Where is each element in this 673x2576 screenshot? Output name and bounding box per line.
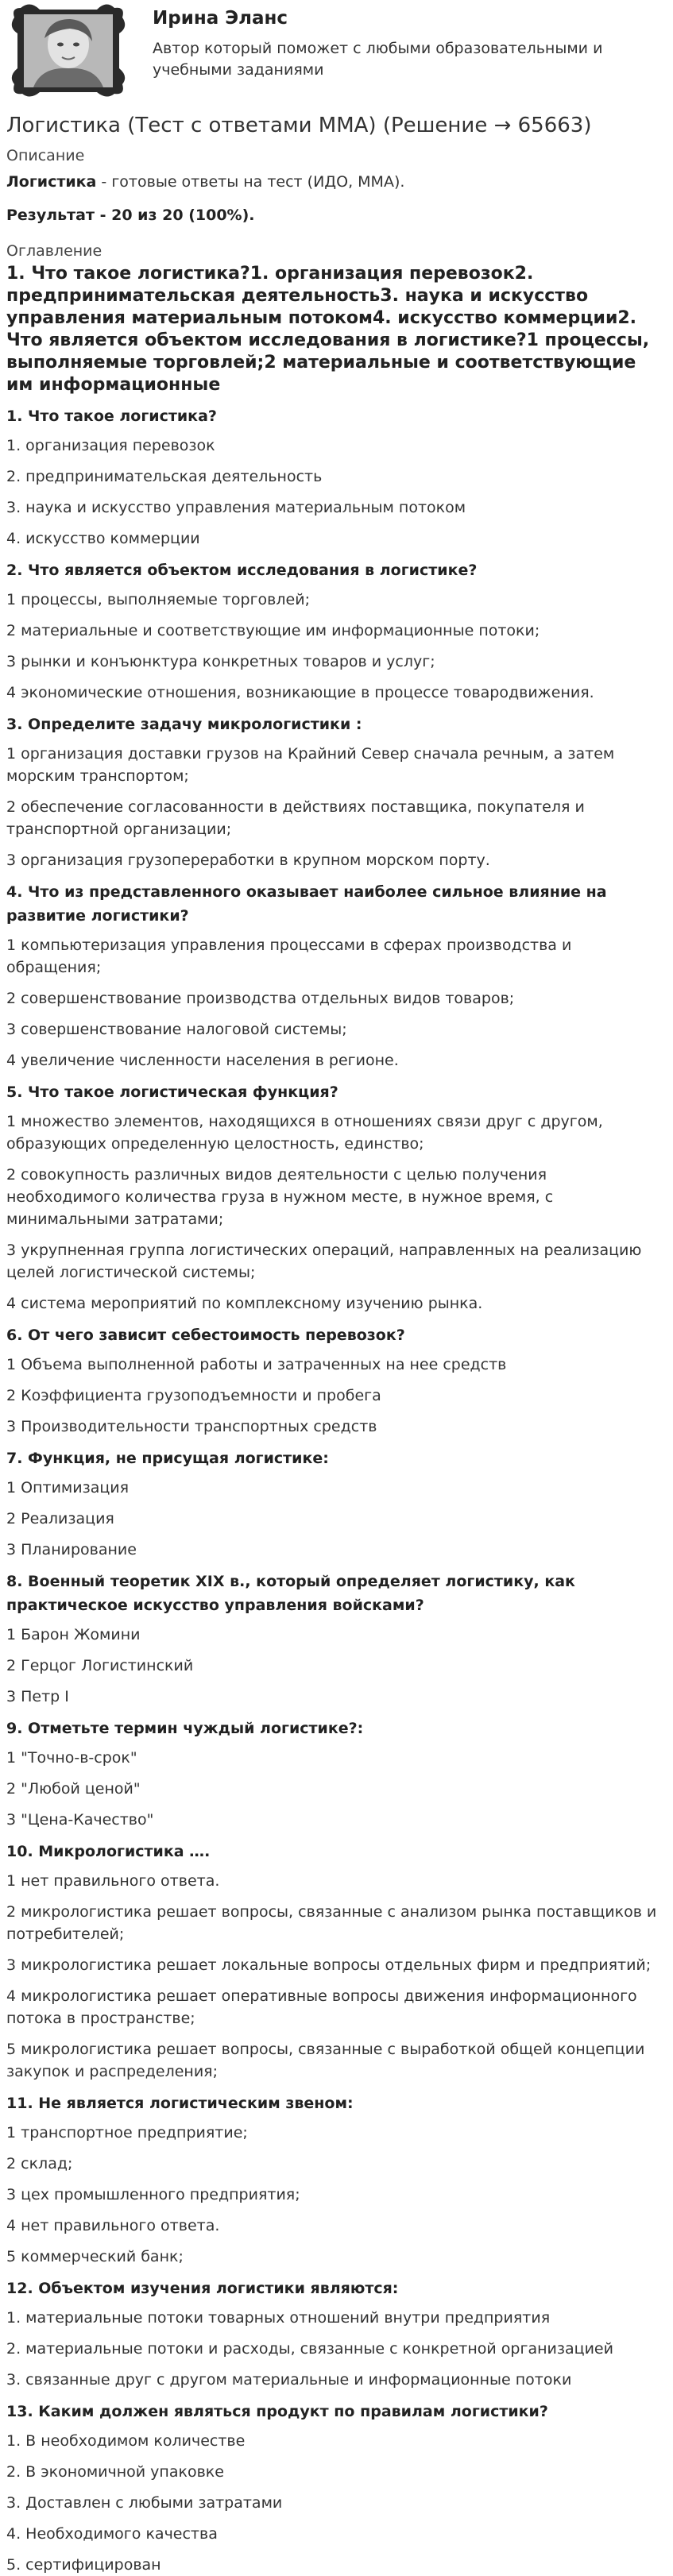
answer-option: 3. связанные друг с другом материальные и информационные потоки (6, 2371, 572, 2389)
answer-option: 2 Герцог Логистинский (6, 1657, 194, 1674)
question-title: 7. Функция, не присущая логистике: (6, 1450, 329, 1467)
answer-option: 2 "Любой ценой" (6, 1780, 141, 1798)
page-title: Логистика (Тест с ответами ММА) (Решение → 65663) (6, 114, 592, 137)
answer-option: 4 увеличение численности населения в регионе. (6, 1052, 399, 1069)
answer-option: 2 материальные и соответствующие им информационные потоки; (6, 622, 540, 639)
answer-option: 2 склад; (6, 2155, 73, 2172)
answer-option: 1. материальные потоки товарных отношений внутри предприятия (6, 2309, 551, 2327)
question-title: 6. От чего зависит себестоимость перевозок? (6, 1327, 405, 1344)
answer-option: 1 "Точно-в-срок" (6, 1749, 137, 1767)
toc-label: Оглавление (6, 242, 102, 260)
question-block (6, 1717, 665, 1831)
answer-option: 2 Коэффициента грузоподъемности и пробега (6, 1387, 381, 1404)
questions-list (6, 404, 665, 2576)
toc-heading: 1. Что такое логистика?1. организация перевозок2. предпринимательская деятельность3. наука и искусство управления материальным потоком4. искусство коммерции2. Что является объектом исследования в логистике?1 процессы, выполняемые торговлей;2 материальные и соответствующие им информационные (6, 264, 650, 395)
question-block (6, 1446, 665, 1561)
question-title: 10. Микрологистика …. (6, 1843, 211, 1860)
answer-option: 4 нет правильного ответа. (6, 2217, 220, 2234)
answer-option: 1 Барон Жомини (6, 1626, 141, 1643)
question-block (6, 1080, 665, 1315)
question-title: 5. Что такое логистическая функция? (6, 1083, 338, 1101)
answer-option: 1. организация перевозок (6, 437, 215, 454)
question-title: 4. Что из представленного оказывает наиболее сильное влияние на развитие логистики? (6, 883, 607, 925)
answer-option: 4 экономические отношения, возникающие в процессе товародвижения. (6, 684, 594, 701)
answer-option: 2 обеспечение согласованности в действиях поставщика, покупателя и транспортной организации; (6, 798, 585, 838)
question-block (6, 1323, 665, 1438)
answer-option: 1 Объема выполненной работы и затраченных на нее средств (6, 1356, 507, 1373)
answer-option: 3 укрупненная группа логистических операций, направленных на реализацию целей логистической системы; (6, 1242, 642, 1281)
question-block (6, 2277, 665, 2391)
answer-option: 5. сертифицирован (6, 2556, 161, 2574)
description-subject: Логистика (6, 173, 97, 191)
answer-option: 3 Планирование (6, 1541, 137, 1558)
answer-option: 5 микрологистика решает вопросы, связанные с выработкой общей концепции закупок и распределения; (6, 2041, 645, 2080)
answer-option: 3 микрологистика решает локальные вопросы отдельных фирм и предприятий; (6, 1956, 652, 1974)
answer-option: 1. В необходимом количестве (6, 2432, 246, 2450)
answer-option: 4. Необходимого качества (6, 2525, 218, 2543)
question-title: 8. Военный теоретик XIX в., который определяет логистику, как практическое искусство управления войсками? (6, 1573, 575, 1614)
answer-option: 2 совокупность различных видов деятельности с целью получения необходимого количества груза в нужном месте, в нужное время, с минимальными затратами; (6, 1166, 554, 1228)
answer-option: 2 Реализация (6, 1510, 114, 1527)
question-block (6, 2091, 665, 2268)
answer-option: 2. материальные потоки и расходы, связанные с конкретной организацией (6, 2340, 613, 2358)
answer-option: 1 транспортное предприятие; (6, 2124, 248, 2142)
answer-option: 4. искусство коммерции (6, 530, 200, 547)
answer-option: 3 Производительности транспортных средств (6, 1418, 377, 1435)
answer-option: 3 Петр I (6, 1688, 69, 1705)
answer-option: 4 микрологистика решает оперативные вопросы движения информационного потока в пространстве; (6, 1987, 637, 2027)
answer-option: 5 коммерческий банк; (6, 2248, 184, 2265)
question-title: 9. Отметьте термин чуждый логистике?: (6, 1720, 364, 1737)
answer-option: 3 организация грузопереработки в крупном морском порту. (6, 852, 490, 869)
answer-option: 1 процессы, выполняемые торговлей; (6, 591, 310, 608)
result-text: Результат - 20 из 20 (100%). (6, 207, 255, 224)
question-block (6, 404, 665, 550)
question-block (6, 713, 665, 871)
answer-option: 2 микрологистика решает вопросы, связанные с анализом рынка поставщиков и потребителей; (6, 1903, 657, 1943)
answer-option: 3 цех промышленного предприятия; (6, 2186, 300, 2203)
description-label: Описание (6, 147, 85, 164)
answer-option: 3 совершенствование налоговой системы; (6, 1021, 347, 1038)
question-title: 2. Что является объектом исследования в логистике? (6, 562, 478, 579)
question-block (6, 558, 665, 704)
answer-option: 2. предпринимательская деятельность (6, 468, 323, 485)
question-block (6, 1840, 665, 2083)
answer-option: 1 множество элементов, находящихся в отношениях связи друг с другом, образующих определенную целостность, единство; (6, 1113, 603, 1153)
answer-option: 2 совершенствование производства отдельных видов товаров; (6, 990, 515, 1007)
answer-option: 3 рынки и конъюнктура конкретных товаров и услуг; (6, 653, 435, 670)
question-block (6, 1570, 665, 1708)
question-title: 1. Что такое логистика? (6, 407, 217, 425)
question-block (6, 880, 665, 1072)
answer-option: 2. В экономичной упаковке (6, 2463, 224, 2481)
answer-option: 1 нет правильного ответа. (6, 1872, 220, 1890)
answer-option: 1 компьютеризация управления процессами в сферах производства и обращения; (6, 937, 572, 976)
question-title: 3. Определите задачу микрологистики : (6, 716, 362, 733)
answer-option: 3. Доставлен с любыми затратами (6, 2494, 283, 2512)
answer-option: 3 "Цена-Качество" (6, 1811, 154, 1829)
author-description: Автор который поможет с любыми образовательными и учебными заданиями (153, 40, 603, 79)
question-block (6, 2400, 665, 2576)
answer-option: 1 организация доставки грузов на Крайний Север сначала речным, а затем морским транспортом; (6, 745, 615, 785)
description-text: - готовые ответы на тест (ИДО, ММА). (96, 173, 405, 191)
answer-option: 1 Оптимизация (6, 1479, 130, 1497)
question-title: 12. Объектом изучения логистики являются: (6, 2280, 399, 2297)
answer-option: 4 система мероприятий по комплексному изучению рынка. (6, 1295, 483, 1312)
avatar[interactable] (10, 3, 127, 98)
answer-option: 3. наука и искусство управления материальным потоком (6, 499, 466, 516)
description (6, 171, 665, 193)
author-header (6, 0, 665, 102)
question-title: 11. Не является логистическим звеном: (6, 2095, 354, 2112)
question-title: 13. Каким должен являться продукт по правилам логистики? (6, 2403, 548, 2420)
author-name[interactable]: Ирина Эланс (153, 8, 288, 29)
avatar-image (10, 3, 127, 98)
